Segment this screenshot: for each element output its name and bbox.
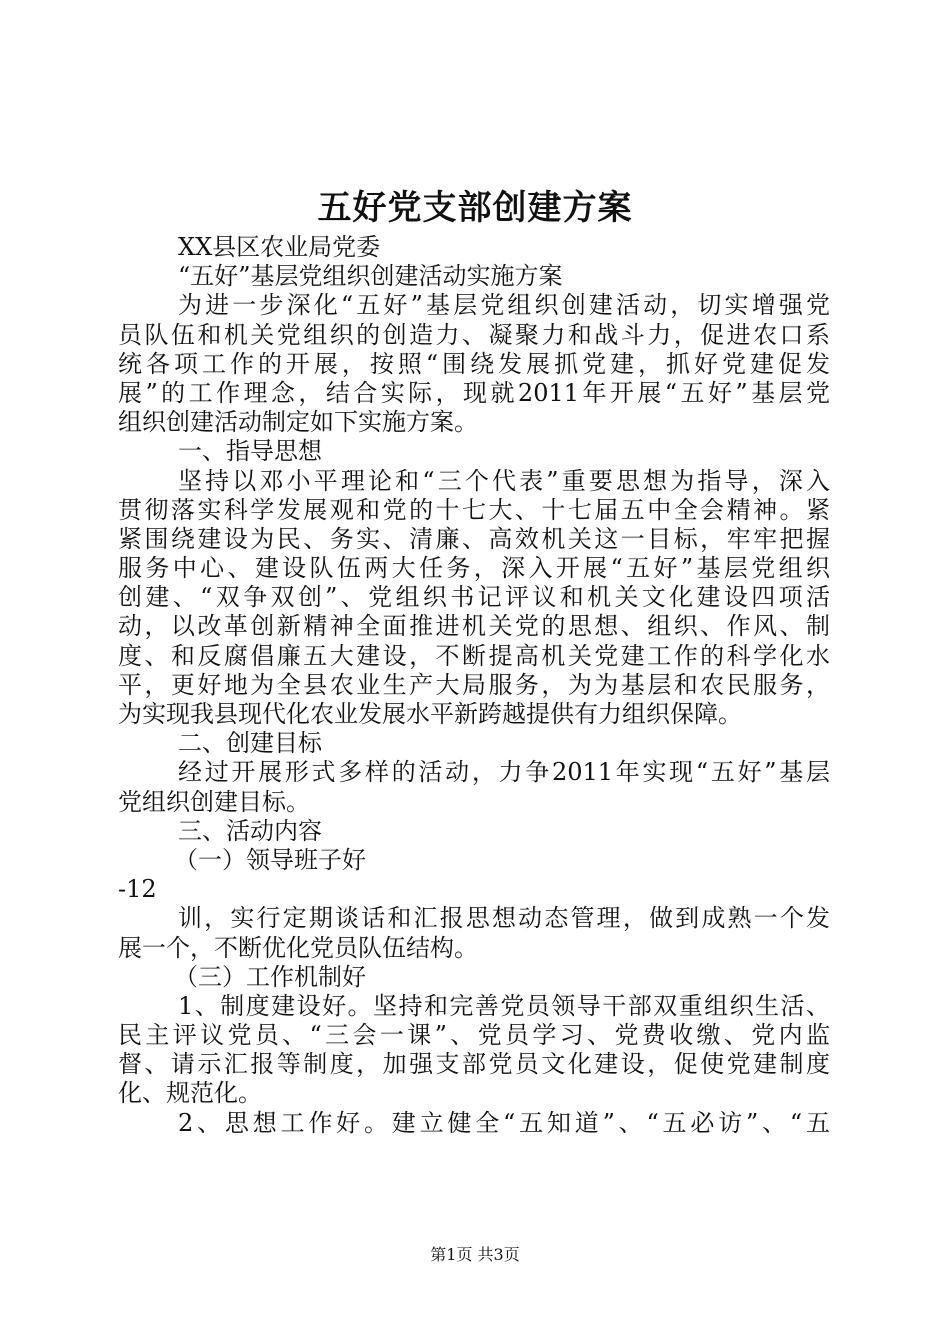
text-line: “五好”基层党组织创建活动实施方案 bbox=[178, 262, 563, 291]
text-line: 为实现我县现代化农业发展水平新跨越提供有力组织保障。 bbox=[118, 700, 742, 728]
text-line: 统各项工作的开展，按照“围绕发展抓党建，抓好党建促发 bbox=[118, 349, 830, 378]
text-line: 贯彻落实科学发展观和党的十七大、十七届五中全会精神。紧 bbox=[118, 495, 830, 524]
text-line: 员队伍和机关党组织的创造力、凝聚力和战斗力，促进农口系 bbox=[118, 320, 830, 349]
text-line: 督、请示汇报等制度，加强支部党员文化建设，促使党建制度 bbox=[118, 1050, 830, 1079]
document-title: 五好党支部创建方案 bbox=[317, 188, 633, 228]
subsection-heading: （三）工作机制好 bbox=[174, 962, 366, 991]
text-line: 训，实行定期谈话和汇报思想动态管理，做到成熟一个发 bbox=[178, 904, 830, 933]
text-line: 平，更好地为全县农业生产大局服务，为为基层和农民服务， bbox=[118, 670, 830, 699]
text-line: 服务中心、建设队伍两大任务，深入开展“五好”基层党组织 bbox=[118, 554, 830, 583]
page-footer: 第1页 共3页 bbox=[430, 1245, 520, 1264]
subsection-heading: （一）领导班子好 bbox=[174, 845, 366, 874]
text-line: 展一个，不断优化党员队伍结构。 bbox=[118, 933, 478, 962]
text-line: 创建、“双争双创”、党组织书记评议和机关文化建设四项活 bbox=[118, 583, 830, 612]
text-line: 展”的工作理念，结合实际，现就2011年开展“五好”基层党 bbox=[118, 378, 830, 407]
text-line: -12 bbox=[118, 875, 157, 904]
text-line: XX县区农业局党委 bbox=[178, 233, 381, 261]
text-line: 组织创建活动制定如下实施方案。 bbox=[118, 408, 478, 437]
text-line: 度、和反腐倡廉五大建设，不断提高机关党建工作的科学化水 bbox=[118, 641, 830, 670]
text-line: 坚持以邓小平理论和“三个代表”重要思想为指导，深入 bbox=[178, 466, 830, 495]
text-line: 动，以改革创新精神全面推进机关党的思想、组织、作风、制 bbox=[118, 612, 830, 641]
text-line: 党组织创建目标。 bbox=[118, 787, 310, 816]
text-line: 化、规范化。 bbox=[118, 1079, 262, 1108]
text-line: 为进一步深化“五好”基层党组织创建活动，切实增强党 bbox=[178, 291, 830, 320]
text-line: 民主评议党员、“三会一课”、党员学习、党费收缴、党内监 bbox=[118, 1021, 830, 1050]
text-line: 2、思想工作好。建立健全“五知道”、“五必访”、“五 bbox=[178, 1108, 830, 1137]
section-heading: 二、创建目标 bbox=[178, 729, 322, 758]
document-body bbox=[118, 233, 830, 1138]
text-line: 紧围绕建设为民、务实、清廉、高效机关这一目标，牢牢把握 bbox=[118, 524, 830, 553]
text-line: 经过开展形式多样的活动，力争2011年实现“五好”基层 bbox=[178, 758, 830, 787]
text-line: 1、制度建设好。坚持和完善党员领导干部双重组织生活、 bbox=[178, 991, 830, 1020]
section-heading: 一、指导思想 bbox=[178, 437, 322, 466]
section-heading: 三、活动内容 bbox=[178, 816, 322, 845]
